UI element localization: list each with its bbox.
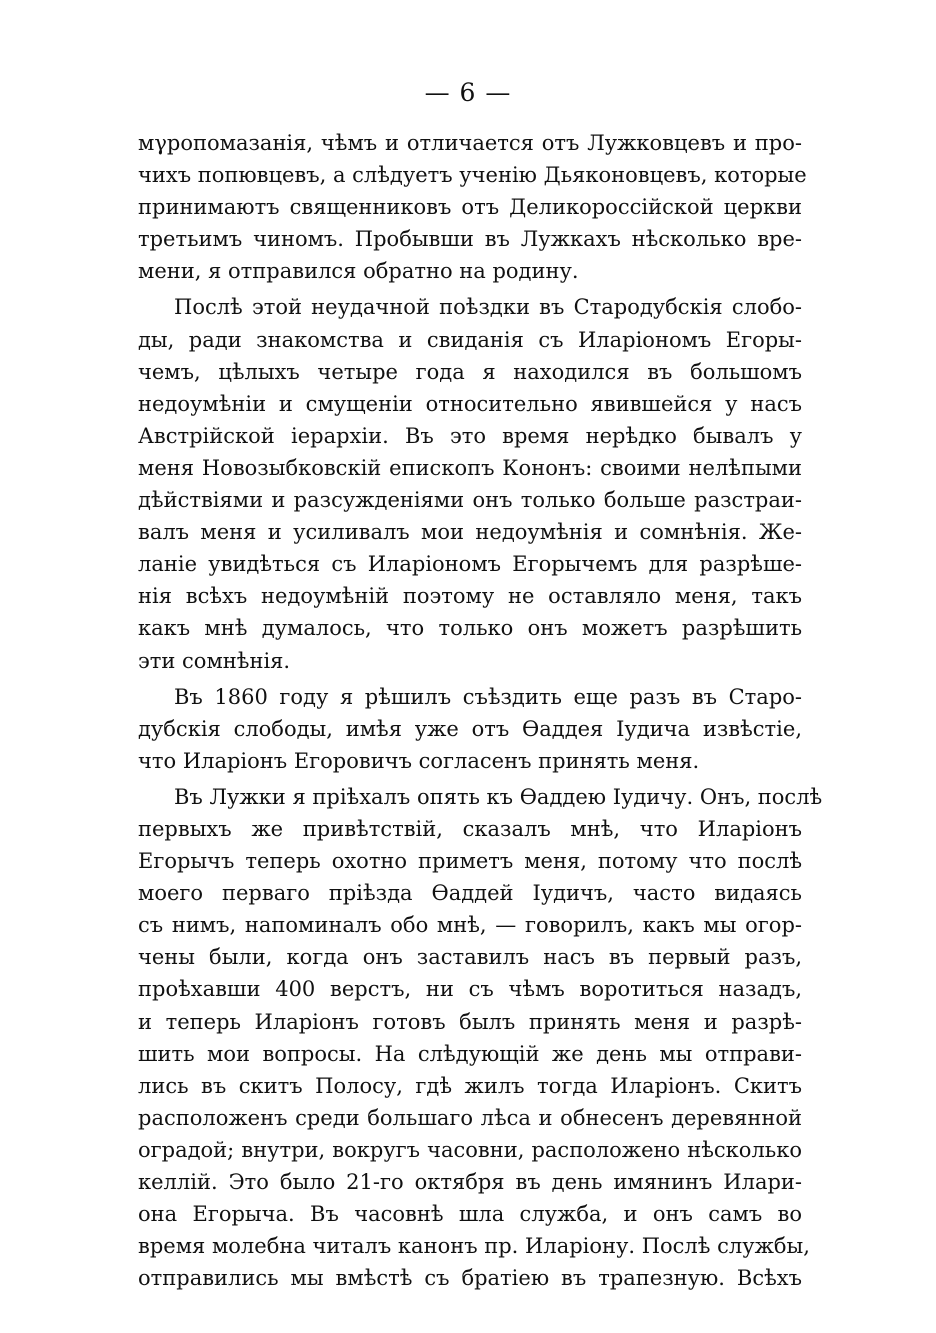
text-line: Послѣ этой неудачной поѣздки въ Стародубскія слобо- xyxy=(174,295,802,320)
paragraph-4 xyxy=(138,781,823,1295)
text-line: нія всѣхъ недоумѣній поэтому не оставляло меня, такъ xyxy=(138,584,802,609)
text-line: келлій. Это было 21-го октября въ день имянинъ Илари- xyxy=(138,1170,802,1194)
page-number: — 6 — xyxy=(424,78,512,107)
body-text xyxy=(138,127,823,1294)
text-line: мγропомазанія, чѣмъ и отличается отъ Лужковцевъ и про- xyxy=(138,131,802,155)
text-line: оградой; внутри, вокругъ часовни, расположено нѣсколько xyxy=(138,1137,802,1162)
text-line: третьимъ чиномъ. Пробывши въ Лужкахъ нѣсколько вре- xyxy=(138,227,802,252)
text-line: ланіе увидѣться съ Иларіономъ Егорычемъ для разрѣше- xyxy=(138,552,802,577)
text-line: дѣйствіями и разсужденіями онъ только больше разстраи- xyxy=(138,488,802,513)
text-line: недоумѣніи и смущеніи относительно явившейся у насъ xyxy=(138,391,802,416)
text-line: какъ мнѣ думалось, что только онъ можетъ разрѣшить xyxy=(138,616,802,641)
text-line: что Иларіонъ Егоровичъ согласенъ принять меня. xyxy=(138,748,700,773)
text-line: принимаютъ священниковъ отъ Деликороссійской церкви xyxy=(138,195,802,220)
text-line: первыхъ же привѣтствій, сказалъ мнѣ, что Иларіонъ xyxy=(138,816,802,841)
paragraph-1 xyxy=(138,127,807,287)
text-line: ды, ради знакомства и свиданія съ Иларіономъ Егоры- xyxy=(138,327,802,352)
text-line: отправились мы вмѣстѣ съ братіею въ трапезную. Всѣхъ xyxy=(138,1266,802,1291)
text-line: эти сомнѣнія. xyxy=(138,648,291,673)
text-line: Въ Лужки я пріѣхалъ опять къ Ѳаддею Іудичу. Онъ, послѣ xyxy=(174,784,823,809)
text-line: съ нимъ, напоминалъ обо мнѣ, — говорилъ, какъ мы огор- xyxy=(138,913,802,938)
text-line: дубскія слободы, имѣя уже отъ Ѳаддея Іудича извѣстіе, xyxy=(138,716,802,741)
text-line: мени, я отправился обратно на родину. xyxy=(138,259,579,284)
paragraph-3 xyxy=(138,681,802,777)
text-line: шить мои вопросы. На слѣдующій же день мы отправи- xyxy=(138,1041,802,1066)
text-line: валъ меня и усиливалъ мои недоумѣнія и сомнѣнія. Же- xyxy=(138,520,802,545)
text-line: чихъ попювцевъ, а слѣдуетъ ученію Дьяконовцевъ, которые xyxy=(138,163,807,188)
paragraph-2 xyxy=(138,291,802,676)
text-line: Егорычъ теперь охотно приметъ меня, потому что послѣ xyxy=(138,849,802,874)
text-line: проѣхавши 400 верстъ, ни съ чѣмъ воротиться назадъ, xyxy=(138,977,802,1002)
text-line: моего перваго пріѣзда Ѳаддей Іудичъ, часто видаясь xyxy=(138,881,802,906)
text-line: меня Новозыбковскій епископъ Кононъ: своими нелѣпыми xyxy=(138,455,802,480)
text-line: расположенъ среди большаго лѣса и обнесенъ деревянной xyxy=(138,1105,802,1130)
text-line: время молебна читалъ канонъ пр. Иларіону. Послѣ службы, xyxy=(138,1234,810,1259)
text-line: лись въ скитъ Полосу, гдѣ жилъ тогда Иларіонъ. Скитъ xyxy=(138,1073,802,1098)
text-line: Въ 1860 году я рѣшилъ съѣздить еще разъ въ Старо- xyxy=(174,684,802,709)
text-line: чемъ, цѣлыхъ четыре года я находился въ большомъ xyxy=(138,359,802,384)
text-line: и теперь Иларіонъ готовъ былъ принять меня и разрѣ- xyxy=(138,1009,802,1034)
text-line: Австрійской іерархіи. Въ это время нерѣдко бывалъ у xyxy=(138,423,802,448)
text-line: чены были, когда онъ заставилъ насъ въ первый разъ, xyxy=(138,945,802,970)
text-line: она Егорыча. Въ часовнѣ шла служба, и онъ самъ во xyxy=(138,1202,802,1227)
